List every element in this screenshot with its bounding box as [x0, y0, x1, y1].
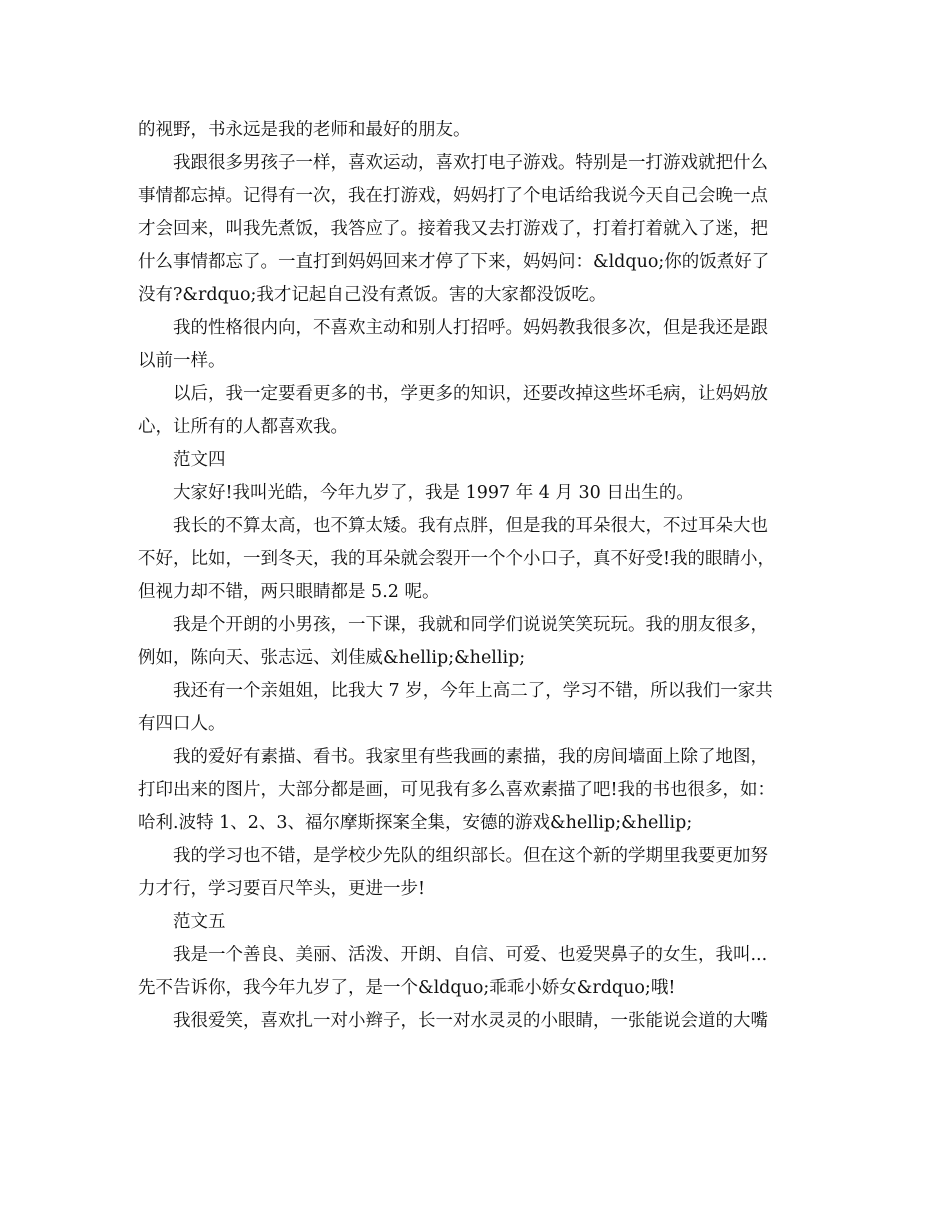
text-line: 不好，比如，一到冬天，我的耳朵就会裂开一个个小口子，真不好受!我的眼睛小，: [138, 549, 776, 569]
text-line: 我的学习也不错，是学校少先队的组织部长。但在这个新的学期里我要更加努: [173, 846, 768, 866]
text-line: 我是个开朗的小男孩，一下课，我就和同学们说说笑笑玩玩。我的朋友很多，: [173, 615, 768, 635]
text-line: 什么事情都忘了。一直打到妈妈回来才停了下来，妈妈问：&ldquo;你的饭煮好了: [138, 252, 770, 272]
text-line: 没有?&rdquo;我才记起自己没有煮饭。害的大家都没饭吃。: [138, 285, 607, 305]
text-line: 有四口人。: [138, 714, 226, 734]
text-line: 以后，我一定要看更多的书，学更多的知识，还要改掉这些坏毛病，让妈妈放: [173, 384, 768, 404]
text-line: 才会回来，叫我先煮饭，我答应了。接着我又去打游戏了，打着打着就入了迷，把: [138, 219, 768, 239]
text-line: 我跟很多男孩子一样，喜欢运动，喜欢打电子游戏。特别是一打游戏就把什么: [173, 153, 768, 173]
text-line: 哈利.波特 1、2、3、福尔摩斯探案全集，安德的游戏&hellip;&hellip;: [138, 813, 693, 833]
text-line: 例如，陈向天、张志远、刘佳威&hellip;&hellip;: [138, 648, 526, 668]
text-line: 我很爱笑，喜欢扎一对小辫子，长一对水灵灵的小眼睛，一张能说会道的大嘴: [173, 1011, 768, 1031]
text-line: 但视力却不错，两只眼睛都是 5.2 呢。: [138, 582, 440, 602]
text-line: 的视野，书永远是我的老师和最好的朋友。: [138, 120, 471, 140]
text-line: 大家好!我叫光皓，今年九岁了，我是 1997 年 4 月 30 日出生的。: [173, 483, 694, 503]
section-heading: 范文五: [173, 912, 226, 932]
text-line: 以前一样。: [138, 351, 226, 371]
section-heading: 范文四: [173, 450, 226, 470]
text-line: 力才行，学习要百尺竿头，更进一步!: [138, 879, 426, 899]
text-line: 心，让所有的人都喜欢我。: [138, 417, 348, 437]
text-line: 打印出来的图片，大部分都是画，可见我有多么喜欢素描了吧!我的书也很多，如：: [138, 780, 776, 800]
document-body: [138, 114, 828, 1038]
text-line: 我还有一个亲姐姐，比我大 7 岁，今年上高二了，学习不错，所以我们一家共: [173, 681, 773, 701]
text-line: 我的爱好有素描、看书。我家里有些我画的素描，我的房间墙面上除了地图，: [173, 747, 768, 767]
text-line: 我的性格很内向，不喜欢主动和别人打招呼。妈妈教我很多次，但是我还是跟: [173, 318, 768, 338]
text-line: 事情都忘掉。记得有一次，我在打游戏，妈妈打了个电话给我说今天自己会晚一点: [138, 186, 768, 206]
text-line: 先不告诉你，我今年九岁了，是一个&ldquo;乖乖小娇女&rdquo;哦!: [138, 978, 676, 998]
text-line: 我是一个善良、美丽、活泼、开朗、自信、可爱、也爱哭鼻子的女生，我叫...: [173, 945, 768, 965]
text-line: 我长的不算太高，也不算太矮。我有点胖，但是我的耳朵很大，不过耳朵大也: [173, 516, 768, 536]
